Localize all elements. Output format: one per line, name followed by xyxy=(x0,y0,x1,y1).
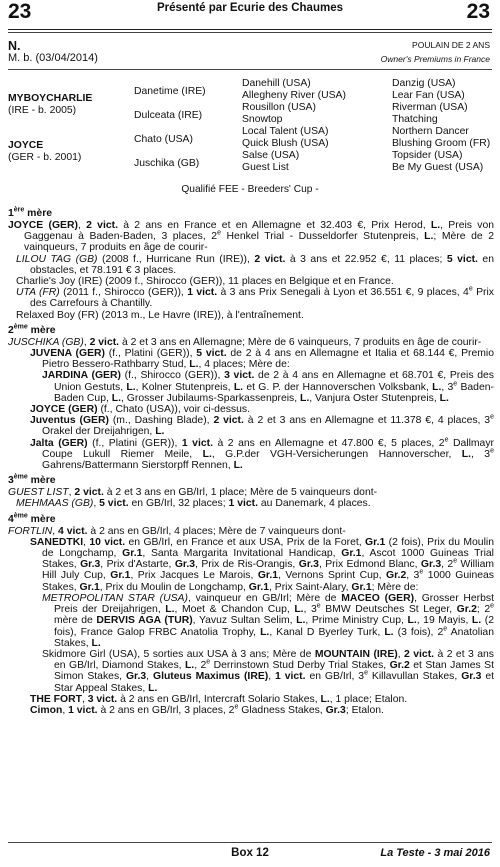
pedigree-gen4-5: Northern Dancer xyxy=(392,126,469,137)
pedigree-dam xyxy=(8,140,43,152)
produce-charlies-joy: Charlie's Joy (IRE) (2009 f., Shirocco (GER)), 11 places en Belgique et en France. xyxy=(16,276,394,288)
third-dam-text: GUEST LIST, 2 vict. à 2 et 3 ans en GB/Irl, 1 place; Mère de 5 vainqueurs dont- xyxy=(8,487,378,499)
pedigree-gen4-6: Blushing Groom (FR) xyxy=(392,138,491,149)
produce-sanedtki: SANEDTKI, 10 vict. en GB/Irl, en France et aux USA, Prix de la Foret, Gr.1 (2 fois), Prix du Moulin de Longchamp, Gr.1, Santa Margarita Invitational Handicap, Gr.1, Ascot 1000 Guineas Trial Stakes, Gr.3, Prix d'Astarte, Gr.3, Prix de Ris-Orangis, Gr.3, Prix Edmond Blanc, Gr.3, 2e William Hill July Cup, Gr.1, Prix Jacques Le Marois, Gr.1, Vernons Sprint Cup, Gr.2, 3e 1000 Guineas Stakes, Gr.1, Prix du Moulin de Longchamp, Gr.1, Prix Saint-Alary, Gr.1; Mère de: xyxy=(30,536,494,593)
qualification-line: Qualifié FEE - Breeders' Cup - xyxy=(181,184,319,195)
produce-uta: UTA (FR) (2011 f., Shirocco (GER)), 1 vict. à 3 ans Prix Senegali à Lyon et 36.551 €, 9 places, 4e Prix des Carrefours à Chantilly. xyxy=(16,285,494,310)
family-notes xyxy=(8,206,494,716)
lot-number-right: 23 xyxy=(466,0,490,23)
produce-joyce-ref: JOYCE (GER) (f., Chato (USA)), voir ci-dessus. xyxy=(30,404,250,416)
fourth-dam-text: FORTLIN, 4 vict. à 2 ans en GB/Irl, 4 places; Mère de 7 vainqueurs dont- xyxy=(8,525,346,537)
horse-name: N. xyxy=(8,39,21,53)
consignor-title: Présenté par Ecurie des Chaumes xyxy=(157,2,343,14)
produce-skidmore-girl: Skidmore Girl (USA), 5 sorties aux USA à 3 ans; Mère de MOUNTAIN (IRE), 2 vict. à 2 et 3 ans en GB/Irl, Diamond Stakes, L., 2e Derrinstown Stud Derby Trial Stakes, Gr.2 et Stan James St Simon Stakes, Gr.3, Gluteus Maximus (IRE), 1 vict. en GB/Irl, 3e Killavullan Stakes, Gr.3 et Star Appeal Stakes, L. xyxy=(42,648,494,694)
pedigree-gen3-3: Rousillon (USA) xyxy=(242,102,316,113)
pedigree-gen4-7: Topsider (USA) xyxy=(392,150,463,161)
produce-juvena: JUVENA (GER) (f., Platini (GER)), 5 vict. de 2 à 4 ans en Allemagne et Italia et 68.144 €, Premio Pietro Bessero-Rathbarry Stud, L., 4 places; Mère de: xyxy=(30,348,494,371)
produce-cimon: Cimon, 1 vict. à 2 ans en GB/Irl, 3 places, 2e Gladness Stakes, Gr.3; Etalon. xyxy=(30,703,384,716)
header-rule xyxy=(8,29,492,30)
pedigree-gen2-3: Chato (USA) xyxy=(134,134,193,145)
pedigree-gen4-4: Thatching xyxy=(392,114,438,125)
dam-info: (GER - b. 2001) xyxy=(8,152,82,163)
header-rule-thin xyxy=(8,32,492,33)
pedigree-gen3-6: Quick Blush (USA) xyxy=(242,138,329,149)
horse-sex-birth: M. b. (03/04/2014) xyxy=(8,52,98,64)
produce-relaxed-boy: Relaxed Boy (FR) (2013 m., Le Havre (IRE)), à l'entraînement. xyxy=(16,309,304,321)
pedigree-gen2-1: Danetime (IRE) xyxy=(134,86,206,97)
produce-lilou-tag: LILOU TAG (GB) (2008 f., Hurricane Run (IRE)), 2 vict. à 3 ans et 22.952 €, 11 places; 5 vict. en obstacles, et 78.191 € 3 places. xyxy=(16,253,494,276)
pedigree-gen4-2: Lear Fan (USA) xyxy=(392,90,465,101)
pedigree-gen3-8: Guest List xyxy=(242,162,289,173)
box-number: Box 12 xyxy=(231,847,269,859)
sire-name: MYBOYCHARLIE xyxy=(8,93,93,104)
produce-jardina: JARDINA (GER) (f., Shirocco (GER)), 3 vict. de 2 à 4 ans en Allemagne et 68.701 €, Preis des Union Gestuts, L., Kolner Stutenpreis, L. et G. P. der Hannoverschen Volksbank, L., 3e Baden-Baden Cup, L., Grosser Jubilaums-Sparkassenpreis, L., Vanjura Oster Stutenpreis, L. xyxy=(42,370,494,404)
first-dam-text: JOYCE (GER), 2 vict. à 2 ans en France et en Allemagne et 32.403 €, Prix Herod, L., Preis von Gaggenau à Baden-Baden, 3 places, 2e Henkel Trial - Dusseldorfer Stutenpreis, L.; Mère de 2 vainqueurs, 7 produits en âge de courir- xyxy=(8,220,495,254)
owner-premiums-note: Owner's Premiums in France xyxy=(380,54,490,64)
page-footer xyxy=(0,847,500,863)
footer-rule xyxy=(8,842,492,843)
pedigree-gen3-5: Local Talent (USA) xyxy=(242,126,329,137)
pedigree-gen3-7: Salse (USA) xyxy=(242,150,300,161)
pedigree-top-rule xyxy=(8,69,492,70)
sire-info: (IRE - b. 2005) xyxy=(8,105,77,116)
section-second-dam: 2ème mère xyxy=(8,323,56,336)
horse-type: POULAIN DE 2 ANS xyxy=(412,40,490,50)
produce-the-fort: THE FORT, 3 vict. à 2 ans en GB/Irl, Intercraft Solario Stakes, L., 1 place; Etalon. xyxy=(30,693,408,705)
pedigree-gen3-2: Allegheny River (USA) xyxy=(242,90,346,101)
produce-mehmaas: MEHMAAS (GB), 5 vict. en GB/Irl, 32 places; 1 vict. au Danemark, 4 places. xyxy=(16,498,371,510)
produce-juventus: Juventus (GER) (m., Dashing Blade), 2 vict. à 2 et 3 ans en Allemagne et 11.378 €, 4 places, 3e Orakel der Dreijahrigen, L. xyxy=(30,413,494,438)
pedigree-gen3-1: Danehill (USA) xyxy=(242,78,311,89)
pedigree-gen4-3: Riverman (USA) xyxy=(392,102,468,113)
pedigree-gen3-4: Snowtop xyxy=(242,114,283,125)
dam-name: JOYCE xyxy=(8,140,44,151)
pedigree-gen4-8: Be My Guest (USA) xyxy=(392,162,484,173)
section-first-dam: 1ère mère xyxy=(8,206,53,219)
pedigree-sire xyxy=(8,93,92,105)
produce-metropolitan-star: METROPOLITAN STAR (USA), vainqueur en GB/Irl; Mère de MACEO (GER), Grosser Herbst Preis der Dreijahrigen, L., Moet & Chandon Cup, L., 3e BMW Deutsches St Leger, Gr.2; 2e mère de DERVIS AGA (TUR), Yavuz Sultan Selim, L., Prime Ministry Cup, L., 19 Mayis, L. (2 fois), France Galop FRBC Anatolia Trophy, L., Kanal D Byerley Turk, L. (3 fois), 2e Anatolian Stakes, L. xyxy=(42,592,495,649)
pedigree-gen2-2: Dulceata (IRE) xyxy=(134,110,203,121)
second-dam-text: JUSCHIKA (GB), 2 vict. à 2 et 3 ans en Allemagne; Mère de 6 vainqueurs, 7 produits en âge de courir- xyxy=(8,336,482,348)
section-third-dam: 3ème mère xyxy=(8,473,56,487)
produce-jalta: Jalta (GER) (f., Platini (GER)), 1 vict. à 2 ans en Allemagne et 47.800 €, 5 places, 2e Dallmayr Coupe Lukull Riemer Meile, L., G.P.der VGH-Versicherungen Hannoverscher, L., 3e Gahrens/Battermann Sierstorpff Rennen, L. xyxy=(30,436,494,472)
sale-date: La Teste - 3 mai 2016 xyxy=(380,847,490,859)
pedigree-gen2-4: Juschika (GB) xyxy=(134,158,200,169)
section-fourth-dam: 4ème mère xyxy=(8,512,56,525)
pedigree-gen4-1: Danzig (USA) xyxy=(392,78,456,89)
lot-number-left: 23 xyxy=(8,0,32,23)
